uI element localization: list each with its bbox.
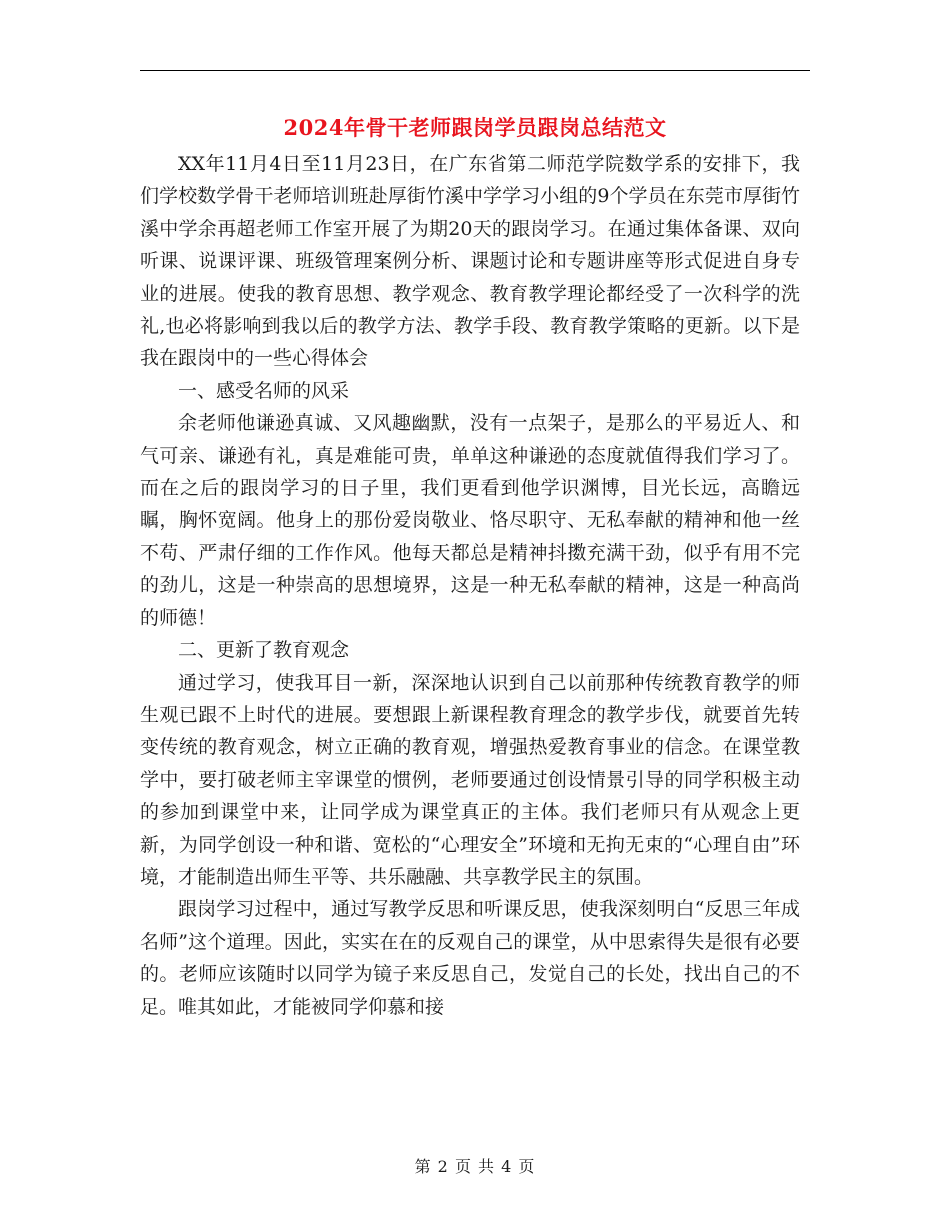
- page-number-footer: 第 2 页 共 4 页: [414, 1157, 536, 1176]
- section-heading-1: 一、感受名师的风采: [178, 379, 350, 402]
- document-body: [140, 148, 800, 1023]
- paragraph-intro: XX年11月4日至11月23日，在广东省第二师范学院数学系的安排下，我们学校数学骨干老师培训班赴厚街竹溪中学学习小组的9个学员在东莞市厚街竹溪中学余再超老师工作室开展了为期20天的跟岗学习。在通过集体备课、双向听课、说课评课、班级管理案例分析、课题讨论和专题讲座等形式促进自身专业的进展。使我的教育思想、教学观念、教育教学理论都经受了一次科学的洗礼,也必将影响到我以后的教学方法、教学手段、教育教学策略的更新。以下是我在跟岗中的一些心得体会: [140, 153, 800, 370]
- section-heading-2: 二、更新了教育观念: [178, 639, 350, 662]
- paragraph-section-2: 通过学习，使我耳目一新，深深地认识到自己以前那种传统教育教学的师生观已跟不上时代的进展。要想跟上新课程教育理念的教学步伐，就要首先转变传统的教育观念，树立正确的教育观，增强热爱教育事业的信念。在课堂教学中，要打破老师主宰课堂的惯例，老师要通过创设情景引导的同学积极主动的参加到课堂中来，让同学成为课堂真正的主体。我们老师只有从观念上更新，为同学创设一种和谐、宽松的“心理安全”环境和无拘无束的“心理自由”环境，才能制造出师生平等、共乐融融、共享教学民主的氛围。: [140, 671, 800, 888]
- paragraph-section-1: 余老师他谦逊真诚、又风趣幽默，没有一点架子，是那么的平易近人、和气可亲、谦逊有礼，真是难能可贵，单单这种谦逊的态度就值得我们学习了。而在之后的跟岗学习的日子里，我们更看到他学识渊博，目光长远，高瞻远瞩，胸怀宽阔。他身上的那份爱岗敬业、恪尽职守、无私奉献的精神和他一丝不苟、严肃仔细的工作作风。他每天都总是精神抖擞充满干劲，似乎有用不完的劲儿，这是一种崇高的思想境界，这是一种无私奉献的精神，这是一种高尚的师德！: [140, 412, 800, 629]
- paragraph-reflection: 跟岗学习过程中，通过写教学反思和听课反思，使我深刻明白“反思三年成名师”这个道理。因此，实实在在的反观自己的课堂，从中思索得失是很有必要的。老师应该随时以同学为镜子来反思自己，发觉自己的长处，找出自己的不足。唯其如此，才能被同学仰慕和接: [140, 898, 800, 1018]
- document-title: 2024年骨干老师跟岗学员跟岗总结范文: [283, 115, 667, 140]
- header-rule: [140, 70, 810, 71]
